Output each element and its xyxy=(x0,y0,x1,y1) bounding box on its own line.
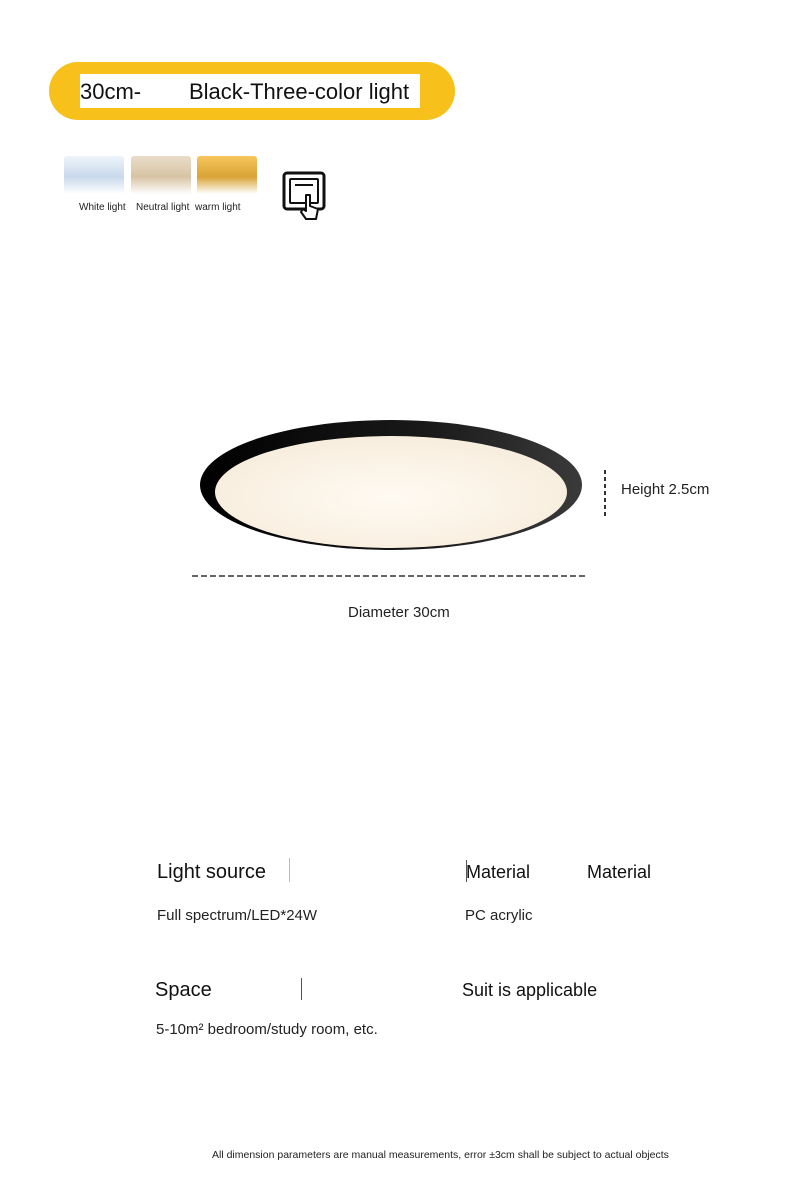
height-label: Height 2.5cm xyxy=(621,481,710,498)
spec-light-source-value: Full spectrum/LED*24W xyxy=(157,907,318,924)
height-dimension-line xyxy=(604,470,606,516)
spec-space-value: 5-10m² bedroom/study room, etc. xyxy=(156,1021,378,1038)
variant-size-label: 30cm- xyxy=(80,79,142,104)
spec-material-value: PC acrylic xyxy=(465,907,533,924)
spec-space-heading: Space xyxy=(155,979,212,1001)
divider xyxy=(301,978,302,1000)
spec-material-heading-2: Material xyxy=(587,862,652,882)
variant-name-label: Black-Three-color light xyxy=(189,79,410,104)
divider xyxy=(289,858,290,882)
swatch-label-white: White light xyxy=(79,202,126,213)
swatch-label-neutral: Neutral light xyxy=(136,202,190,213)
measurement-footnote: All dimension parameters are manual measurements, error ±3cm shall be subject to actual objects xyxy=(212,1149,669,1161)
spec-light-source-heading: Light source xyxy=(157,861,266,883)
spec-suit-heading: Suit is applicable xyxy=(462,980,598,1000)
spec-material-heading: Material xyxy=(466,862,531,882)
ceiling-lamp-illustration xyxy=(190,410,590,560)
touch-switch-icon xyxy=(282,171,328,221)
diameter-label: Diameter 30cm xyxy=(348,604,450,621)
swatch-label-warm: warm light xyxy=(195,202,241,213)
diameter-dimension-line xyxy=(192,575,585,577)
